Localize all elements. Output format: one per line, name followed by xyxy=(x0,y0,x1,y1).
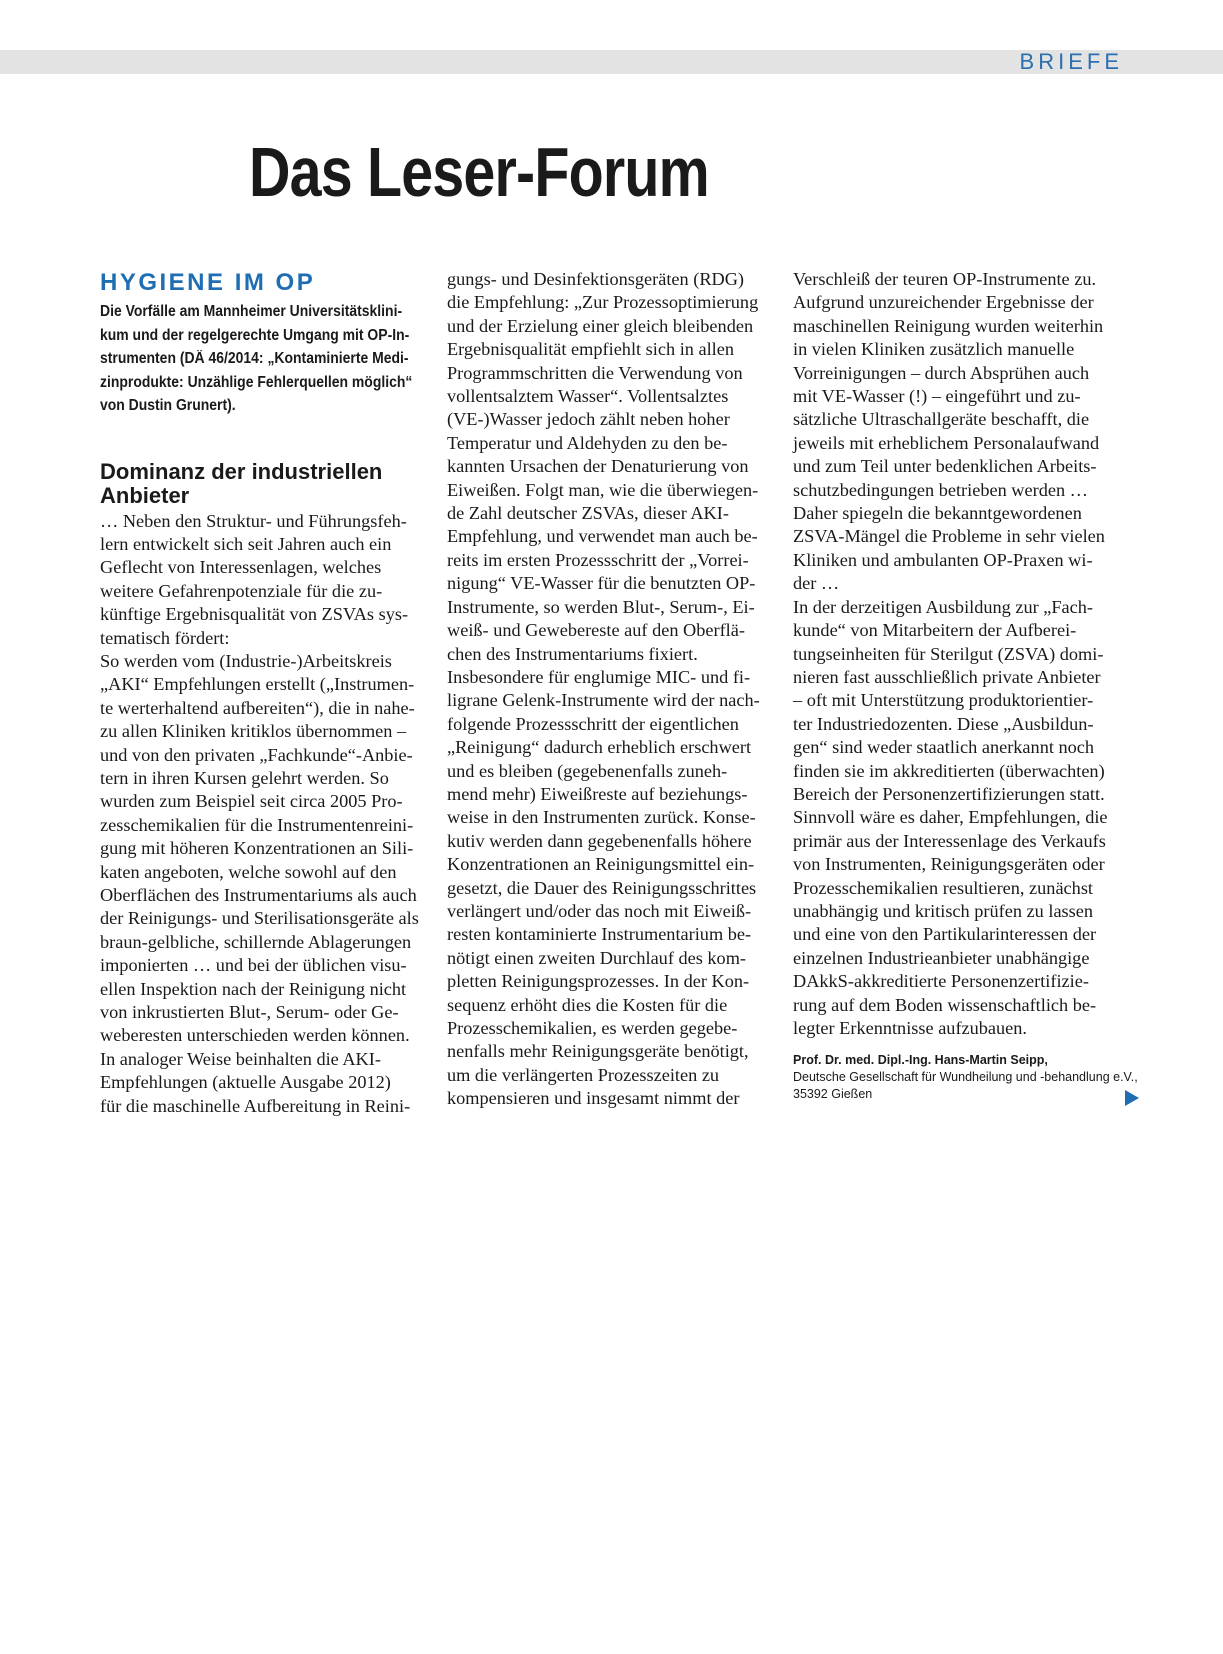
column-3 xyxy=(793,262,1138,1103)
body-text-line: nötigt einen zweiten Durchlauf des kom- xyxy=(447,947,747,968)
body-text-line: die Empfehlung: „Zur Prozessoptimierung xyxy=(447,292,759,313)
body-text-line: gung mit höheren Konzentrationen an Sili- xyxy=(100,838,414,859)
signature-block xyxy=(793,1052,1138,1103)
body-text-line: in vielen Kliniken zusätzlich manuelle xyxy=(793,339,1075,360)
letter-body-part-1 xyxy=(100,510,430,1119)
body-text-line: der Reinigungs- und Sterilisationsgeräte als xyxy=(100,908,419,929)
body-text-line: mit VE-Wasser (!) – eingeführt und zu- xyxy=(793,386,1081,407)
body-text-line: kunde“ von Mitarbeitern der Aufberei- xyxy=(793,620,1077,641)
body-text-line: lern entwickelt sich seit Jahren auch ein xyxy=(100,533,392,554)
body-text-line: chen des Instrumentariums fixiert. xyxy=(447,643,698,664)
body-text-line: schutzbedingungen betrieben werden … xyxy=(793,479,1088,500)
body-text-line: von Instrumenten, Reinigungsgeräten oder xyxy=(793,854,1105,875)
body-text-line: mend mehr) Eiweißreste auf beziehungs- xyxy=(447,783,748,804)
body-text-line: rung auf dem Boden wissenschaftlich be- xyxy=(793,994,1097,1015)
body-text-line: „AKI“ Empfehlungen erstellt („Instrumen- xyxy=(100,674,415,695)
body-text-line: te werterhaltend aufbereiten“), die in nahe- xyxy=(100,697,415,718)
body-text-line: In analoger Weise beinhalten die AKI- xyxy=(100,1048,381,1069)
body-text-line: gen“ sind weder staatlich anerkannt noch xyxy=(793,737,1095,758)
body-text-line: imponierten … und bei der üblichen visu- xyxy=(100,955,407,976)
letter-title xyxy=(100,460,430,508)
body-text-line: für die maschinelle Aufbereitung in Reini- xyxy=(100,1095,411,1116)
body-text-line: DAkkS-akkreditierte Personenzertifizie- xyxy=(793,971,1089,992)
body-text-line: Programmschritten die Verwendung von xyxy=(447,362,743,383)
author-city: 35392 Gießen xyxy=(793,1087,873,1102)
body-text-line: künftige Ergebnisqualität von ZSVAs sys- xyxy=(100,604,409,625)
body-text-line: kompensieren und insgesamt nimmt der xyxy=(447,1088,740,1109)
body-text-line: vollentsalztem Wasser“. Vollentsalztes xyxy=(447,386,729,407)
body-text-line: weitere Gefahrenpotenziale für die zu- xyxy=(100,580,383,601)
body-text-line: nieren fast ausschließlich private Anbieter xyxy=(793,666,1101,687)
body-text-line: Insbesondere für englumige MIC- und fi- xyxy=(447,666,751,687)
body-text-line: von inkrustierten Blut-, Serum- oder Ge- xyxy=(100,1002,399,1023)
body-text-line: einzelnen Industrieanbieter unabhängige xyxy=(793,947,1090,968)
column-2 xyxy=(447,262,777,1111)
body-text-line: Geflecht von Interessenlagen, welches xyxy=(100,557,382,578)
body-text-line: um die verlängerten Prozesszeiten zu xyxy=(447,1064,720,1085)
body-text-line: – oft mit Unterstützung produktorientier- xyxy=(793,690,1094,711)
intro-line: zinprodukte: Unzählige Fehlerquellen möglich“ xyxy=(100,373,413,391)
body-text-line: legter Erkenntnisse aufzubauen. xyxy=(793,1018,1028,1038)
body-text-line: Sinnvoll wäre es daher, Empfehlungen, die xyxy=(793,807,1108,828)
body-text-line: Aufgrund unzureichender Ergebnisse der xyxy=(793,292,1094,313)
body-text-line: braun-gelbliche, schillernde Ablagerungen xyxy=(100,931,412,952)
body-text-line: folgende Prozessschritt der eigentlichen xyxy=(447,713,739,734)
body-text-line: Instrumente, so werden Blut-, Serum-, Ei- xyxy=(447,596,755,617)
body-text-line: weise in den Instrumenten zurück. Konse- xyxy=(447,807,756,828)
body-text-line: Bereich der Personenzertifizierungen statt. xyxy=(793,783,1105,804)
body-text-line: Prozesschemikalien, es werden gegebe- xyxy=(447,1018,738,1038)
body-text-line: katen angeboten, welche sowohl auf den xyxy=(100,861,397,882)
body-text-line: (VE-)Wasser jedoch zählt neben hoher xyxy=(447,409,730,430)
intro-line: Die Vorfälle am Mannheimer Universitätsklini- xyxy=(100,303,403,320)
body-text-line: Empfehlungen (aktuelle Ausgabe 2012) xyxy=(100,1072,391,1093)
body-text-line: tern in ihren Kursen gelehrt werden. So xyxy=(100,767,389,788)
body-text-line: zesschemikalien für die Instrumentenreini- xyxy=(100,814,414,835)
body-text-line: primär aus der Interessenlage des Verkaufs xyxy=(793,830,1106,851)
author-name: Prof. Dr. med. Dipl.-Ing. Hans-Martin Seipp, xyxy=(793,1053,1048,1068)
body-text-line: verlängert und/oder das noch mit Eiweiß- xyxy=(447,900,752,921)
body-text-line: Daher spiegeln die bekanntgewordenen xyxy=(793,503,1082,524)
body-text-line: … Neben den Struktur- und Führungsfeh- xyxy=(100,510,407,531)
letter-body-part-2 xyxy=(447,268,777,1111)
letter-title-line: Dominanz der industriellen xyxy=(100,458,383,484)
body-text-line: kutiv werden dann gegebenenfalls höhere xyxy=(447,830,752,851)
rubric-heading: HYGIENE IM OP xyxy=(100,269,316,296)
body-text-line: Oberflächen des Instrumentariums als auch xyxy=(100,885,417,905)
body-text-line: weberesten unterschieden werden können. xyxy=(100,1025,410,1046)
column-1 xyxy=(100,262,430,1118)
letter-body-part-3 xyxy=(793,268,1123,1040)
body-text-line: wurden zum Beispiel seit circa 2005 Pro- xyxy=(100,791,403,812)
body-text-line: Verschleiß der teuren OP-Instrumente zu. xyxy=(793,269,1097,289)
body-text-line: resten kontaminierte Instrumentarium be- xyxy=(447,924,752,945)
body-text-line: nenfalls mehr Reinigungsgeräte benötigt, xyxy=(447,1041,749,1062)
body-text-line: ligrane Gelenk-Instrumente wird der nach- xyxy=(447,690,760,711)
body-text-line: zu allen Kliniken kritiklos übernommen – xyxy=(100,721,407,742)
body-text-line: de Zahl deutscher ZSVAs, dieser AKI- xyxy=(447,503,729,524)
body-text-line: „Reinigung“ dadurch erheblich erschwert xyxy=(447,737,752,758)
body-text-line: ter Industriedozenten. Diese „Ausbildun- xyxy=(793,713,1094,734)
body-text-line: ZSVA-Mängel die Probleme in sehr vielen xyxy=(793,526,1105,547)
body-text-line: ellen Inspektion nach der Reinigung nicht xyxy=(100,978,407,999)
body-text-line: Vorreinigungen – durch Absprühen auch xyxy=(793,362,1090,383)
body-text-line: Empfehlung, und verwendet man auch be- xyxy=(447,526,758,547)
body-text-line: sequenz erhöht dies die Kosten für die xyxy=(447,994,728,1015)
body-text-line: der … xyxy=(793,573,840,594)
body-text-line: reits im ersten Prozessschritt der „Vorrei- xyxy=(447,549,749,570)
body-text-line: Eiweißen. Folgt man, wie die überwiegen- xyxy=(447,479,759,500)
body-text-line: So werden vom (Industrie-)Arbeitskreis xyxy=(100,650,392,671)
body-text-line: gungs- und Desinfektionsgeräten (RDG) xyxy=(447,269,745,289)
section-label: BRIEFE xyxy=(1019,49,1123,74)
body-text-line: Kliniken und ambulanten OP-Praxen wi- xyxy=(793,549,1093,570)
body-text-line: jeweils mit erheblichem Personalaufwand xyxy=(793,432,1100,453)
body-text-line: Prozesschemikalien resultieren, zunächst xyxy=(793,877,1094,898)
body-text-line: finden sie im akkreditierten (überwachten) xyxy=(793,760,1105,781)
body-text-line: und eine von den Partikularinteressen der xyxy=(793,924,1097,945)
body-text-line: und der Erzielung einer gleich bleibenden xyxy=(447,315,754,336)
body-text-line: sätzliche Ultraschallgeräte beschafft, die xyxy=(793,409,1090,430)
author-affiliation: Deutsche Gesellschaft für Wundheilung und -behandlung e.V., xyxy=(793,1070,1138,1085)
letter-title-line: Anbieter xyxy=(100,482,190,508)
body-text-line: Temperatur und Aldehyden zu den be- xyxy=(447,432,728,453)
body-text-line: weiß- und Gewebereste auf den Oberflä- xyxy=(447,620,745,641)
body-text-line: unabhängig und kritisch prüfen zu lassen xyxy=(793,900,1094,921)
body-text-line: nigung“ VE-Wasser für die benutzten OP- xyxy=(447,573,756,594)
intro-line: kum und der regelgerechte Umgang mit OP-In- xyxy=(100,326,410,344)
play-triangle-icon xyxy=(1125,1090,1139,1106)
intro-line: strumenten (DÄ 46/2014: „Kontaminierte Medi- xyxy=(100,350,409,367)
body-text-line: kannten Ursachen der Denaturierung von xyxy=(447,456,749,477)
body-text-line: tungseinheiten für Sterilgut (ZSVA) domi- xyxy=(793,643,1104,664)
body-text-line: und zum Teil unter bedenklichen Arbeits- xyxy=(793,456,1097,477)
body-text-line: pletten Reinigungsprozesses. In der Kon- xyxy=(447,971,750,992)
intro-text xyxy=(100,300,430,418)
page-title: Das Leser-Forum xyxy=(249,133,709,211)
body-text-line: und von den privaten „Fachkunde“-Anbie- xyxy=(100,744,413,765)
body-text-line: gesetzt, die Dauer des Reinigungsschrittes xyxy=(447,877,757,898)
body-text-line: In der derzeitigen Ausbildung zur „Fach- xyxy=(793,596,1094,617)
body-text-line: Konzentrationen an Reinigungsmittel ein- xyxy=(447,854,755,875)
body-text-line: und es bleiben (gegebenenfalls zuneh- xyxy=(447,760,728,781)
body-text-line: Ergebnisqualität empfiehlt sich in allen xyxy=(447,339,735,360)
body-text-line: tematisch fördert: xyxy=(100,627,230,648)
body-text-line: maschinellen Reinigung wurden weiterhin xyxy=(793,315,1104,336)
intro-line: von Dustin Grunert). xyxy=(100,397,236,414)
